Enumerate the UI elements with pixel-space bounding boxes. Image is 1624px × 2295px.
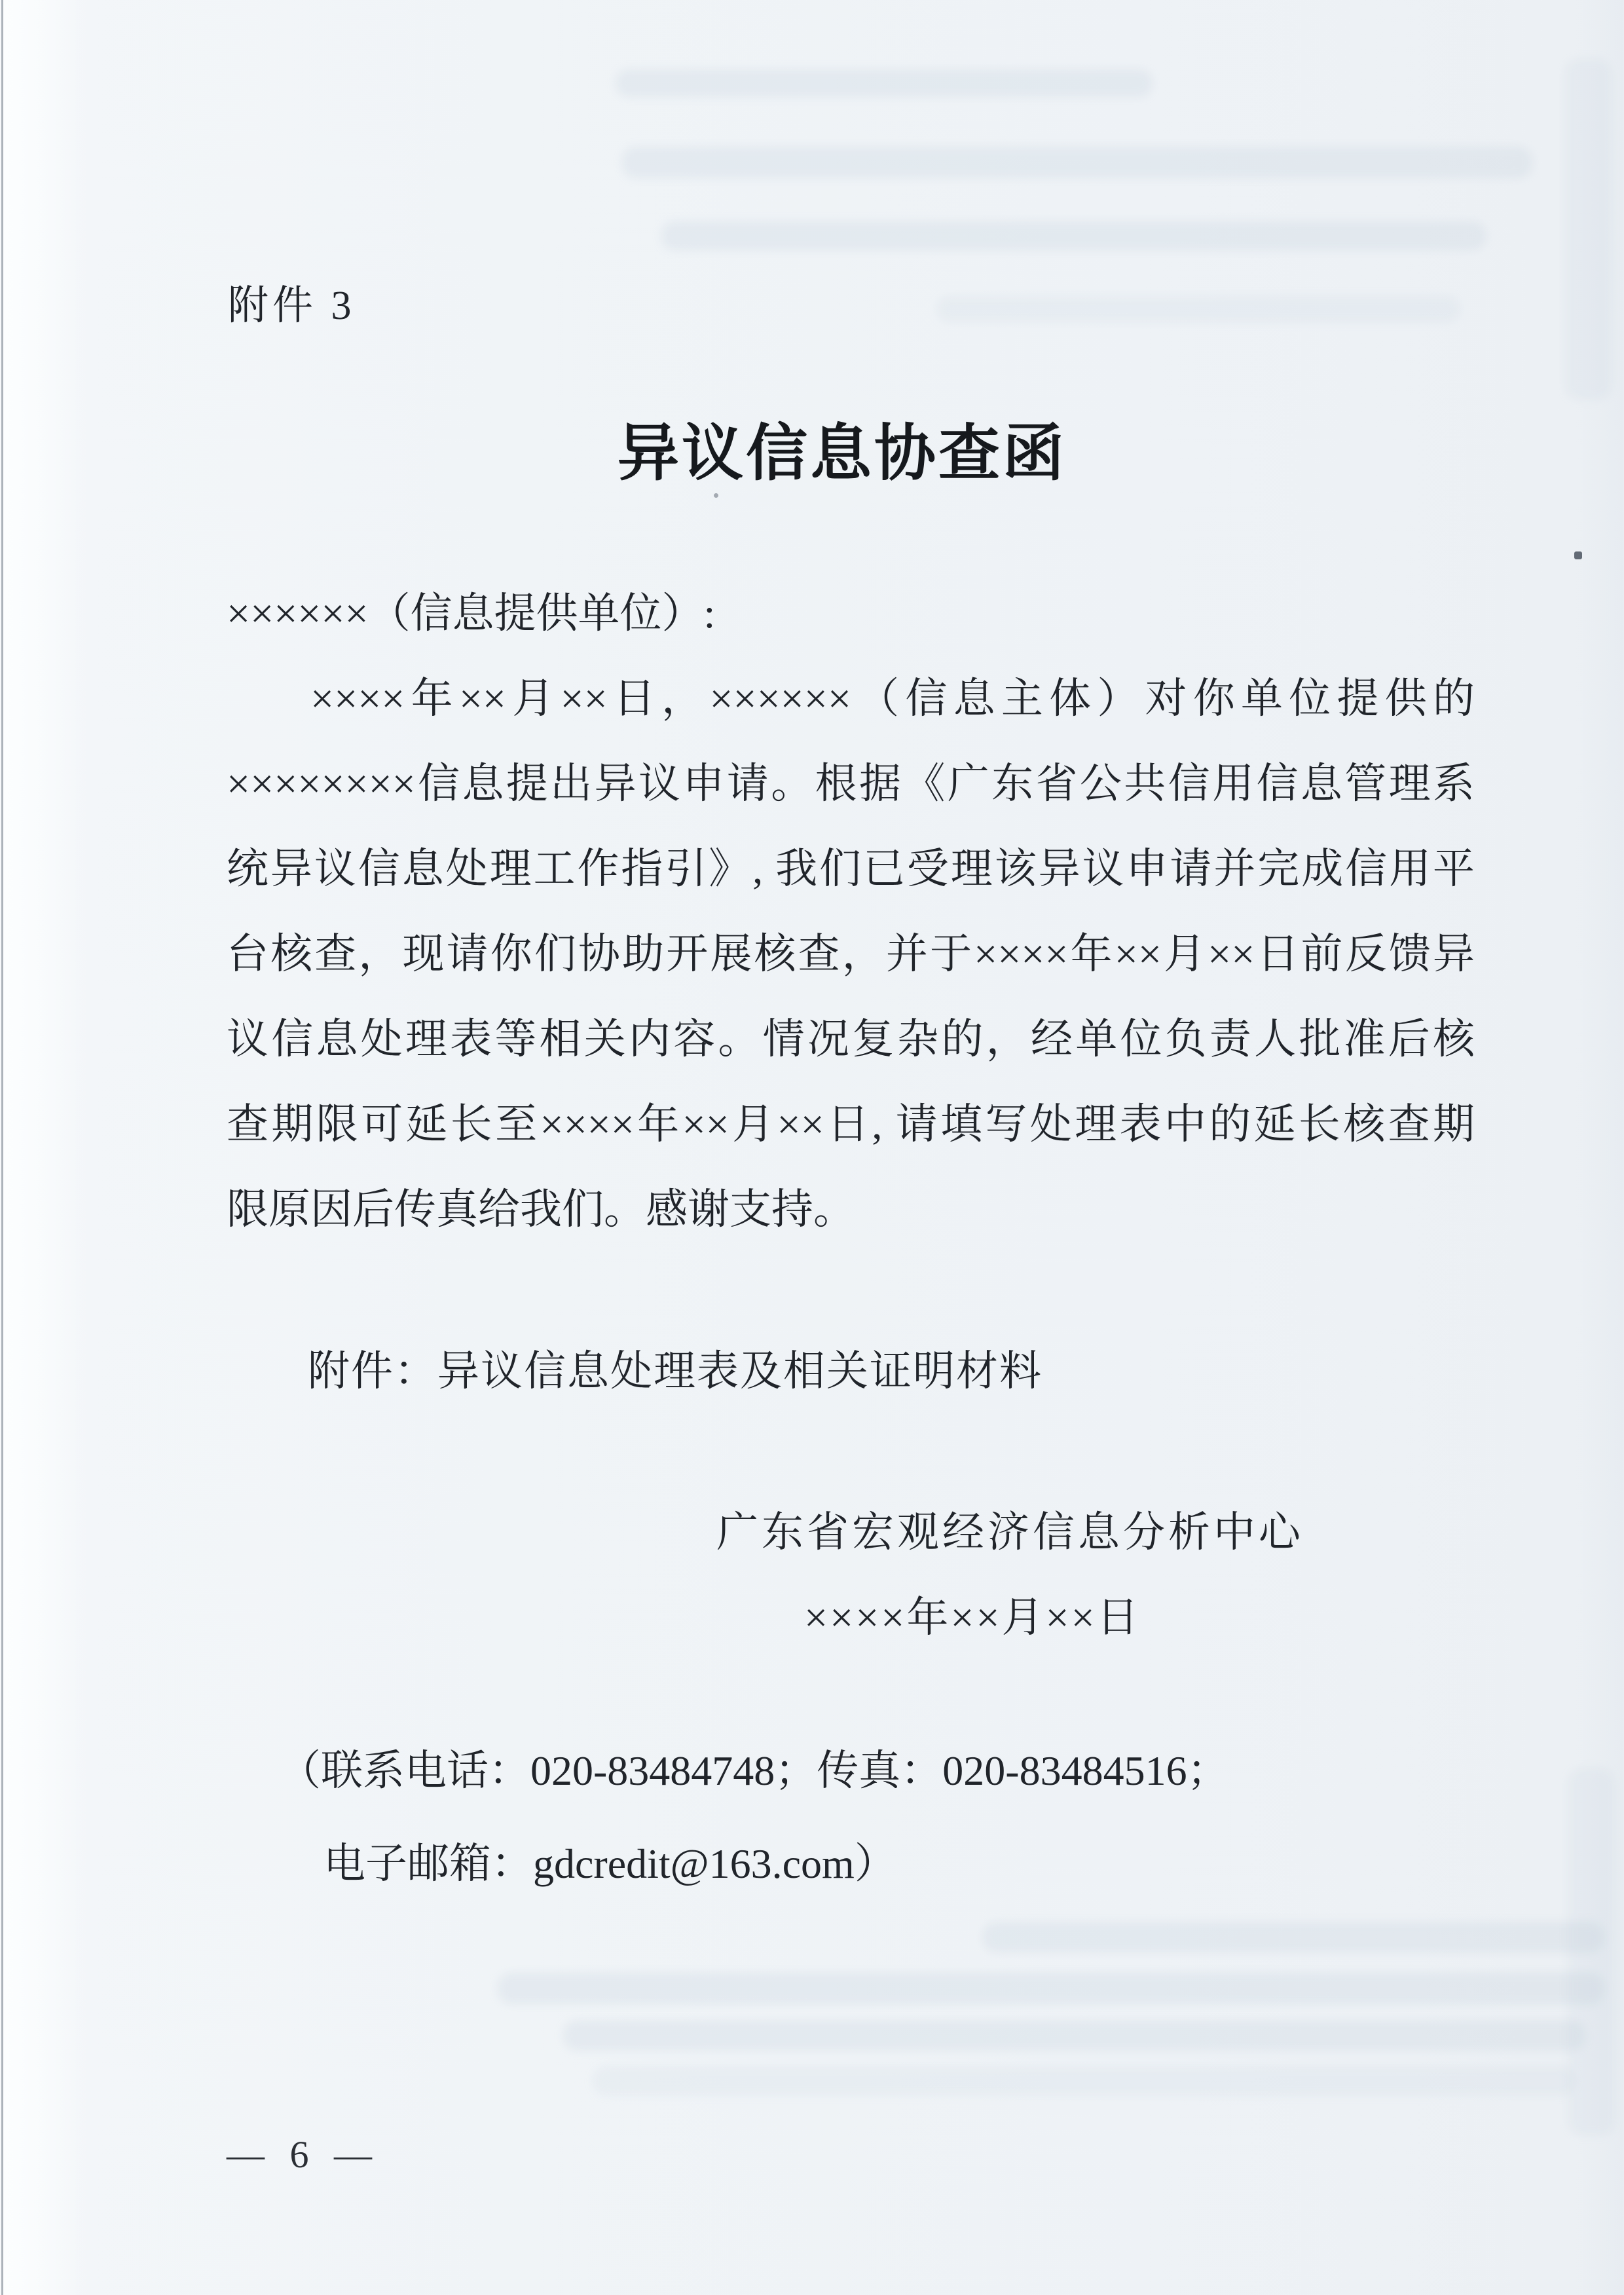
salutation-line: ××××××（信息提供单位）:	[227, 590, 716, 637]
contact-email-line: 电子邮箱：gdcredit@163.com）	[323, 1840, 896, 1887]
bleed-through-row	[563, 2021, 1585, 2051]
bleed-through-row	[936, 296, 1460, 322]
body-line: 议信息处理表等相关内容。情况复杂的，经单位负责人批准后核	[227, 1016, 1475, 1062]
body-line: 查期限可延长至××××年××月××日, 请填写处理表中的延长核查期	[227, 1101, 1475, 1148]
document-title: 异议信息协查函	[617, 420, 1067, 488]
ink-speck	[714, 493, 718, 498]
bleed-through-row	[616, 69, 1153, 97]
letter-body	[227, 571, 1475, 1252]
body-line: 统异议信息处理工作指引》, 我们已受理该异议申请并完成信用平	[227, 846, 1475, 892]
body-line: 台核查，现请你们协助开展核查，并于××××年××月××日前反馈异	[227, 931, 1475, 977]
bleed-through-row	[982, 1922, 1604, 1952]
page-number: — 6 —	[227, 2133, 380, 2176]
bleed-through-row	[661, 221, 1486, 250]
scan-left-highlight-band	[3, 0, 82, 2295]
bleed-through-strip	[1565, 59, 1611, 400]
attachment-note: 附件：异议信息处理表及相关证明材料	[308, 1348, 1043, 1394]
attachment-number-label: 附件 3	[228, 284, 356, 328]
signature-date: ××××年××月××日	[804, 1594, 1141, 1641]
body-line: ××××××××信息提出异议申请。根据《广东省公共信用信息管理系	[227, 760, 1475, 807]
body-line: 限原因后传真给我们。感谢支持。	[227, 1186, 855, 1233]
bleed-through-row	[498, 1973, 1604, 2004]
body-line: ××××年××月××日，××××××（信息主体）对你单位提供的	[310, 675, 1475, 722]
bleed-through-row	[593, 2066, 1575, 2095]
ink-speck	[1574, 551, 1582, 559]
bleed-through-row	[622, 147, 1532, 178]
issuing-organization: 广东省宏观经济信息分析中心	[716, 1509, 1304, 1556]
bleed-through-strip	[1568, 1768, 1614, 2135]
contact-phone-fax-line: （联系电话：020-83484748；传真：020-83484516；	[279, 1747, 1229, 1794]
